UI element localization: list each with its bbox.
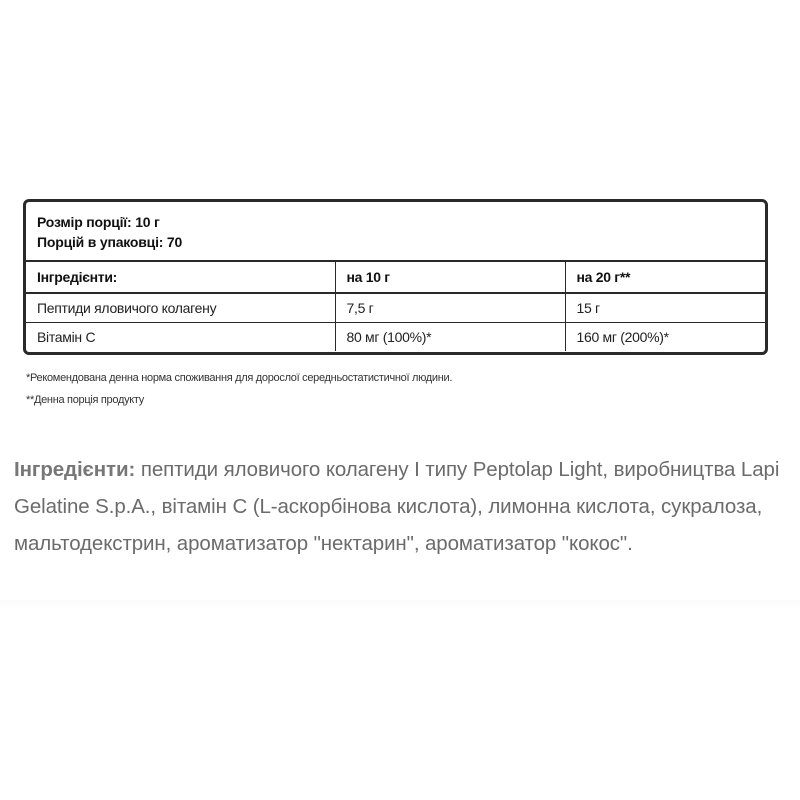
row-value-10g: 7,5 г — [335, 293, 565, 323]
header-per-20g: на 20 г** — [565, 262, 765, 293]
table-header-row — [26, 262, 765, 293]
footnote-daily-portion: **Денна порція продукту — [26, 394, 144, 406]
row-value-10g: 80 мг (100%)* — [335, 323, 565, 352]
ingredients-text: пептиди яловичого колагену І типу Peptolap Light, виробництва Lapi Gelatine S.p.A., вітамін С (L-аскорбінова кислота), лимонна кислота, сукралоза, мальтодекстрин, ароматизатор "нектарин", ароматизатор "кокос". — [14, 458, 780, 555]
nutrition-label — [23, 199, 768, 355]
section-divider — [0, 600, 800, 610]
table-row — [26, 323, 765, 352]
ingredients-paragraph — [14, 451, 794, 562]
table-row — [26, 293, 765, 323]
row-name: Пептиди яловичого колагену — [26, 293, 335, 323]
nutrition-table — [26, 262, 765, 351]
row-value-20g: 160 мг (200%)* — [576, 329, 669, 345]
row-name: Вітамін С — [26, 323, 335, 352]
serving-size: Розмір порції: 10 г — [37, 214, 160, 230]
serving-info — [26, 202, 765, 262]
footnotes — [26, 367, 452, 411]
header-per-10g: на 10 г — [335, 262, 565, 293]
row-value-20g: 15 г — [565, 293, 765, 323]
header-ingredients: Інгредієнти: — [26, 262, 335, 293]
ingredients-lead: Інгредієнти: — [14, 458, 136, 481]
servings-per-pack: Порцій в упаковці: 70 — [37, 234, 183, 250]
footnote-daily-norm: *Рекомендована денна норма споживання для дорослої середньостатистичної людини. — [26, 372, 453, 384]
